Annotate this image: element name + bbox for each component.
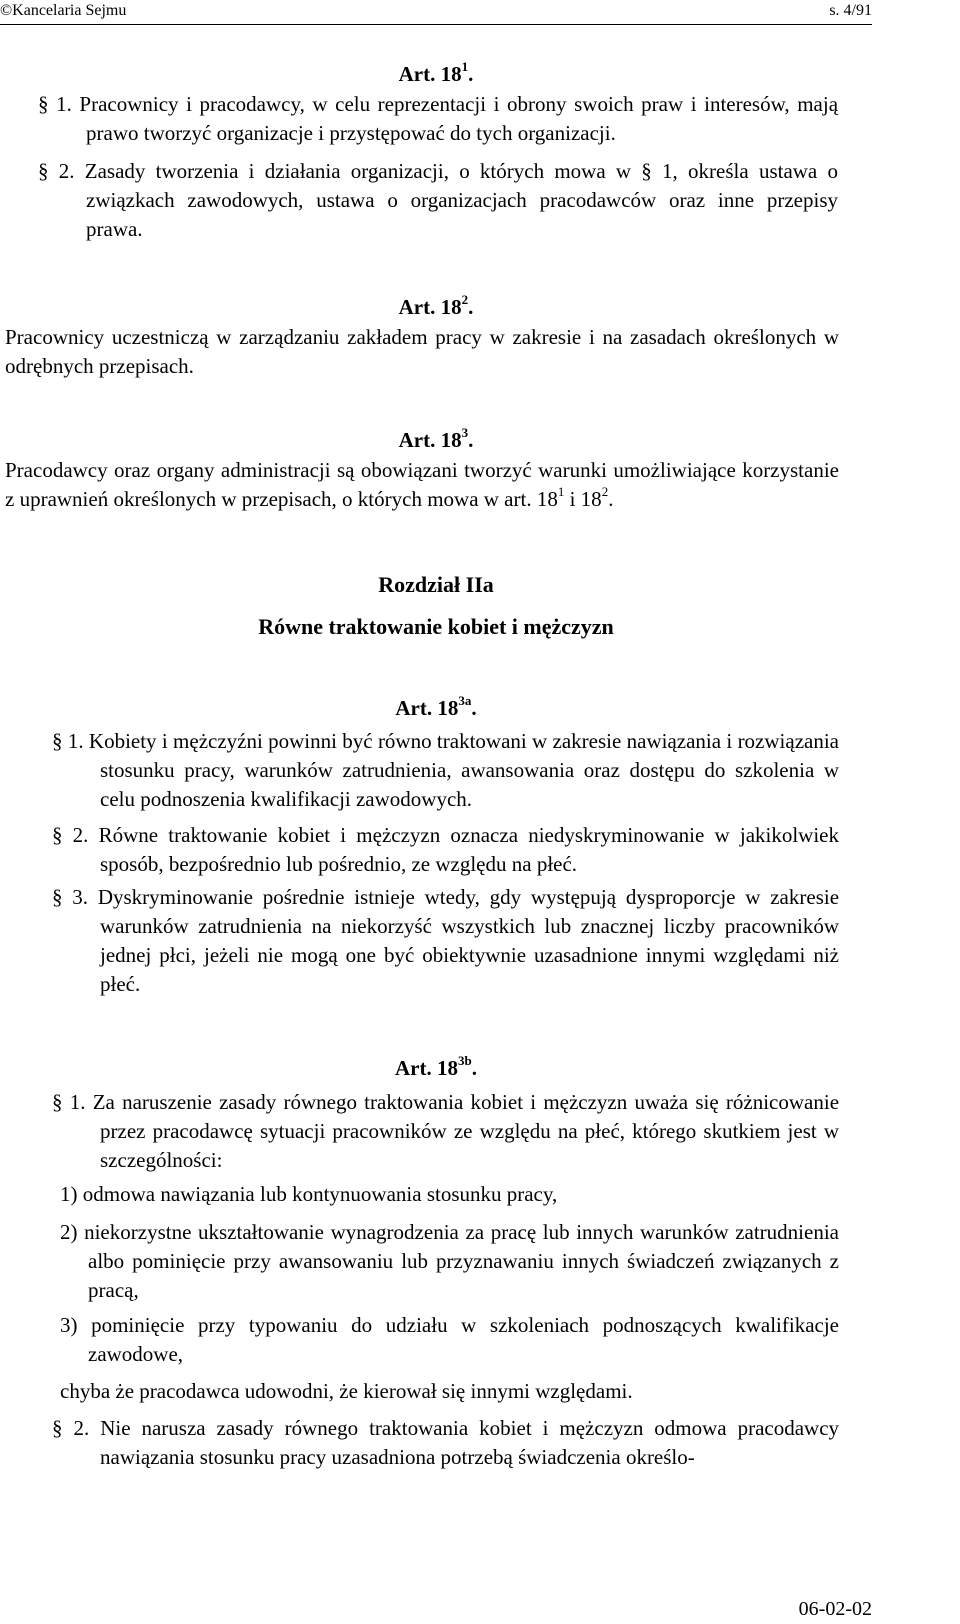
article-18-3b-paragraph-1: § 1. Za naruszenie zasady równego traktowania kobiet i mężczyzn uważa się różnicowanie przez pracodawcę sytuacji pracowników ze względu na płeć, którego skutkiem jest w szczególności: — [52, 1090, 840, 1172]
paragraph-mark: § 2. — [52, 1416, 90, 1440]
paragraph-mark: § 2. — [52, 823, 89, 847]
article-18-3a-paragraph-2: § 2. Równe traktowanie kobiet i mężczyzn oznacza niedyskryminowanie w jakikolwiek sposób, bezpośrednio lub pośrednio, ze względu na płeć. — [52, 823, 840, 876]
document-code: 06-02-02 — [798, 1598, 872, 1620]
paragraph-mark: § 1. — [52, 1090, 86, 1114]
article-18-3-text: Pracodawcy oraz organy administracji są obowiązani tworzyć warunki umożliwiające korzystanie z uprawnień określonych w przepisach, o których mowa w art. $18^1$ i $18^2$. — [5, 458, 839, 511]
article-18-2-title: Art. $18^2$. — [398, 292, 474, 319]
chapter-title: Równe traktowanie kobiet i mężczyzn — [258, 614, 614, 639]
page-number: s. 4/91 — [829, 2, 872, 19]
paragraph-mark: § 1. — [38, 92, 72, 116]
list-item: 1) odmowa nawiązania lub kontynuowania stosunku pracy, — [60, 1182, 558, 1206]
article-18-3a-title: Art. $18^{3a}$. — [395, 693, 477, 720]
paragraph-mark: § 1. — [52, 729, 84, 753]
article-18-3b-closing: chyba że pracodawca udowodni, że kierował się innymi względami. — [60, 1379, 633, 1403]
article-18-1-paragraph-1: § 1. Pracownicy i pracodawcy, w celu reprezentacji i obrony swoich praw i interesów, mają prawo tworzyć organizacje i przystępować do tych organizacji. — [38, 92, 839, 145]
article-18-1-title: Art. $18^1$. — [398, 59, 474, 86]
article-18-3b-paragraph-2: § 2. Nie narusza zasady równego traktowania kobiet i mężczyzn odmowa pracodawcy nawiązania stosunku pracy uzasadniona potrzebą świadczenia określo- — [52, 1416, 840, 1469]
page-header — [0, 0, 872, 25]
article-18-3-title: Art. $18^3$. — [398, 425, 474, 452]
article-18-3a-paragraph-3: § 3. Dyskryminowanie pośrednie istnieje wtedy, gdy występują dysproporcje w zakresie warunków zatrudnienia na niekorzyść wszystkich lub znacznej liczby pracowników jednej płci, jeżeli nie mogą one być obiektywnie uzasadnione innymi względami niż płeć. — [52, 885, 840, 996]
article-18-3b-title: Art. $18^{3b}$. — [395, 1053, 477, 1080]
publisher-label: ©Kancelaria Sejmu — [0, 2, 127, 19]
paragraph-mark: § 2. — [38, 159, 75, 183]
article-18-3a-paragraph-1: § 1. Kobiety i mężczyźni powinni być równo traktowani w zakresie nawiązania i rozwiązania stosunku pracy, warunków zatrudnienia, awansowania oraz dostępu do szkolenia w celu podnoszenia kwalifikacji zawodowych. — [52, 729, 839, 811]
article-18-2-text: Pracownicy uczestniczą w zarządzaniu zakładem pracy w zakresie i na zasadach określonych w odrębnych przepisach. — [5, 325, 839, 378]
list-item: 3) pominięcie przy typowaniu do udziału w szkoleniach podnoszących kwalifikacje zawodowe, — [60, 1313, 839, 1366]
paragraph-mark: § 3. — [52, 885, 89, 909]
article-18-1-paragraph-2: § 2. Zasady tworzenia i działania organizacji, o których mowa w § 1, określa ustawa o związkach zawodowych, ustawa o organizacjach pracodawców oraz inne przepisy prawa. — [38, 159, 839, 241]
list-item: 2) niekorzystne ukształtowanie wynagrodzenia za pracę lub innych warunków zatrudnienia albo pominięcie przy awansowaniu lub przyznawaniu innych świadczeń związanych z pracą, — [60, 1220, 839, 1302]
chapter-number: Rozdział IIa — [378, 572, 494, 597]
